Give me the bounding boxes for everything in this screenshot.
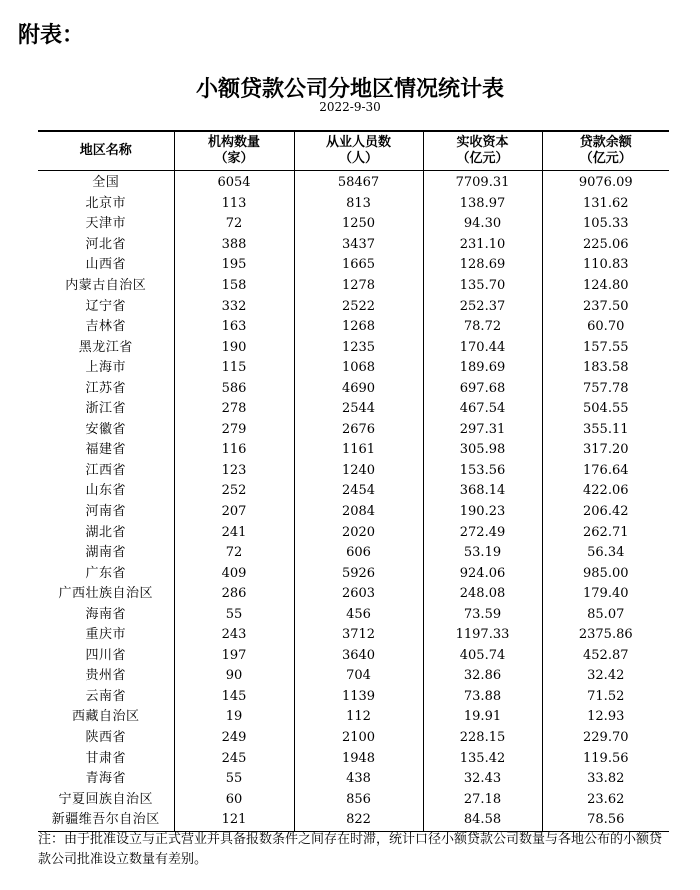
cell-employees: 2522 bbox=[294, 296, 423, 317]
report-date: 2022-9-30 bbox=[319, 100, 381, 114]
cell-paid-in-capital: 27.18 bbox=[423, 789, 542, 810]
cell-institutions: 241 bbox=[174, 522, 294, 543]
cell-region: 云南省 bbox=[85, 688, 126, 704]
table-header-row bbox=[38, 131, 669, 171]
cell-institutions: 121 bbox=[174, 810, 294, 831]
cell-loan-balance: 229.70 bbox=[542, 728, 669, 749]
table-row bbox=[38, 461, 669, 482]
cell-loan-balance: 9076.09 bbox=[542, 171, 669, 194]
cell-region: 广东省 bbox=[85, 565, 126, 581]
table-row bbox=[38, 337, 669, 358]
cell-region: 浙江省 bbox=[85, 401, 126, 417]
cell-employees: 3640 bbox=[294, 646, 423, 667]
cell-paid-in-capital: 84.58 bbox=[423, 810, 542, 831]
cell-region: 河北省 bbox=[85, 236, 126, 252]
cell-loan-balance: 23.62 bbox=[542, 789, 669, 810]
cell-institutions: 286 bbox=[174, 584, 294, 605]
cell-institutions: 60 bbox=[174, 789, 294, 810]
cell-employees: 2084 bbox=[294, 502, 423, 523]
cell-institutions: 243 bbox=[174, 625, 294, 646]
table-row bbox=[38, 687, 669, 708]
cell-loan-balance: 985.00 bbox=[542, 563, 669, 584]
table-row bbox=[38, 522, 669, 543]
cell-paid-in-capital: 135.42 bbox=[423, 748, 542, 769]
cell-loan-balance: 225.06 bbox=[542, 235, 669, 256]
cell-loan-balance: 317.20 bbox=[542, 440, 669, 461]
cell-institutions: 55 bbox=[174, 604, 294, 625]
cell-employees: 3712 bbox=[294, 625, 423, 646]
cell-employees: 456 bbox=[294, 604, 423, 625]
cell-employees: 1139 bbox=[294, 687, 423, 708]
cell-loan-balance: 237.50 bbox=[542, 296, 669, 317]
table-row bbox=[38, 194, 669, 215]
cell-paid-in-capital: 190.23 bbox=[423, 502, 542, 523]
cell-paid-in-capital: 32.43 bbox=[423, 769, 542, 790]
cell-paid-in-capital: 170.44 bbox=[423, 337, 542, 358]
table-row bbox=[38, 296, 669, 317]
cell-institutions: 197 bbox=[174, 646, 294, 667]
cell-paid-in-capital: 248.08 bbox=[423, 584, 542, 605]
cell-region: 天津市 bbox=[85, 216, 126, 232]
cell-paid-in-capital: 297.31 bbox=[423, 420, 542, 441]
cell-employees: 4690 bbox=[294, 378, 423, 399]
cell-paid-in-capital: 231.10 bbox=[423, 235, 542, 256]
cell-institutions: 252 bbox=[174, 481, 294, 502]
table-row bbox=[38, 502, 669, 523]
cell-loan-balance: 422.06 bbox=[542, 481, 669, 502]
cell-loan-balance: 183.58 bbox=[542, 358, 669, 379]
cell-region: 安徽省 bbox=[85, 421, 126, 437]
cell-employees: 438 bbox=[294, 769, 423, 790]
header-loan-balance: 贷款余额 （亿元） bbox=[542, 131, 669, 171]
cell-institutions: 113 bbox=[174, 194, 294, 215]
cell-region: 贵州省 bbox=[85, 668, 126, 684]
table-row bbox=[38, 255, 669, 276]
cell-employees: 1278 bbox=[294, 276, 423, 297]
cell-loan-balance: 262.71 bbox=[542, 522, 669, 543]
table-row bbox=[38, 420, 669, 441]
cell-employees: 2454 bbox=[294, 481, 423, 502]
cell-loan-balance: 504.55 bbox=[542, 399, 669, 420]
table-row bbox=[38, 728, 669, 749]
cell-paid-in-capital: 228.15 bbox=[423, 728, 542, 749]
cell-employees: 2544 bbox=[294, 399, 423, 420]
appendix-title: 附表： bbox=[18, 23, 85, 48]
cell-institutions: 245 bbox=[174, 748, 294, 769]
table-row bbox=[38, 481, 669, 502]
cell-region: 全国 bbox=[92, 175, 120, 191]
cell-loan-balance: 56.34 bbox=[542, 543, 669, 564]
cell-loan-balance: 179.40 bbox=[542, 584, 669, 605]
cell-paid-in-capital: 1197.33 bbox=[423, 625, 542, 646]
cell-region: 新疆维吾尔自治区 bbox=[38, 810, 174, 831]
cell-paid-in-capital: 189.69 bbox=[423, 358, 542, 379]
cell-region: 四川省 bbox=[85, 647, 126, 663]
cell-loan-balance: 32.42 bbox=[542, 666, 669, 687]
cell-institutions: 90 bbox=[174, 666, 294, 687]
cell-employees: 813 bbox=[294, 194, 423, 215]
cell-paid-in-capital: 368.14 bbox=[423, 481, 542, 502]
cell-region: 广西壮族自治区 bbox=[58, 586, 153, 602]
table-row bbox=[38, 810, 669, 831]
cell-region: 重庆市 bbox=[85, 627, 126, 643]
cell-paid-in-capital: 138.97 bbox=[423, 194, 542, 215]
cell-paid-in-capital: 32.86 bbox=[423, 666, 542, 687]
cell-institutions: 279 bbox=[174, 420, 294, 441]
cell-paid-in-capital: 924.06 bbox=[423, 563, 542, 584]
cell-region: 河南省 bbox=[85, 504, 126, 520]
cell-paid-in-capital: 272.49 bbox=[423, 522, 542, 543]
cell-paid-in-capital: 467.54 bbox=[423, 399, 542, 420]
cell-institutions: 72 bbox=[174, 214, 294, 235]
cell-loan-balance: 12.93 bbox=[542, 707, 669, 728]
header-region: 地区名称 bbox=[38, 131, 174, 171]
table-row bbox=[38, 646, 669, 667]
cell-loan-balance: 124.80 bbox=[542, 276, 669, 297]
cell-loan-balance: 78.56 bbox=[542, 810, 669, 831]
table-row bbox=[38, 171, 669, 194]
cell-institutions: 123 bbox=[174, 461, 294, 482]
cell-region: 辽宁省 bbox=[85, 298, 126, 314]
table-row bbox=[38, 584, 669, 605]
table-row bbox=[38, 399, 669, 420]
cell-employees: 822 bbox=[294, 810, 423, 831]
cell-institutions: 116 bbox=[174, 440, 294, 461]
cell-employees: 58467 bbox=[294, 171, 423, 194]
cell-institutions: 195 bbox=[174, 255, 294, 276]
cell-employees: 1068 bbox=[294, 358, 423, 379]
cell-employees: 3437 bbox=[294, 235, 423, 256]
cell-paid-in-capital: 73.88 bbox=[423, 687, 542, 708]
cell-region: 北京市 bbox=[85, 195, 126, 211]
cell-loan-balance: 85.07 bbox=[542, 604, 669, 625]
cell-loan-balance: 757.78 bbox=[542, 378, 669, 399]
cell-region: 湖南省 bbox=[85, 545, 126, 561]
cell-region: 内蒙古自治区 bbox=[65, 278, 147, 293]
cell-loan-balance: 60.70 bbox=[542, 317, 669, 338]
cell-loan-balance: 105.33 bbox=[542, 214, 669, 235]
cell-loan-balance: 176.64 bbox=[542, 461, 669, 482]
cell-loan-balance: 131.62 bbox=[542, 194, 669, 215]
cell-region: 山西省 bbox=[85, 257, 126, 273]
cell-region: 陕西省 bbox=[85, 730, 126, 746]
cell-region: 甘肃省 bbox=[85, 750, 126, 766]
cell-employees: 1250 bbox=[294, 214, 423, 235]
cell-region: 黑龙江省 bbox=[78, 339, 133, 355]
cell-paid-in-capital: 252.37 bbox=[423, 296, 542, 317]
cell-employees: 1268 bbox=[294, 317, 423, 338]
table-row bbox=[38, 358, 669, 379]
cell-paid-in-capital: 78.72 bbox=[423, 317, 542, 338]
cell-employees: 2603 bbox=[294, 584, 423, 605]
table-row bbox=[38, 748, 669, 769]
cell-employees: 2100 bbox=[294, 728, 423, 749]
cell-loan-balance: 119.56 bbox=[542, 748, 669, 769]
table-row bbox=[38, 666, 669, 687]
table-row bbox=[38, 625, 669, 646]
cell-paid-in-capital: 305.98 bbox=[423, 440, 542, 461]
cell-institutions: 115 bbox=[174, 358, 294, 379]
cell-loan-balance: 157.55 bbox=[542, 337, 669, 358]
cell-loan-balance: 206.42 bbox=[542, 502, 669, 523]
table-row bbox=[38, 235, 669, 256]
table-row bbox=[38, 707, 669, 728]
cell-institutions: 163 bbox=[174, 317, 294, 338]
table-row bbox=[38, 317, 669, 338]
cell-institutions: 409 bbox=[174, 563, 294, 584]
cell-paid-in-capital: 128.69 bbox=[423, 255, 542, 276]
cell-institutions: 278 bbox=[174, 399, 294, 420]
cell-employees: 2676 bbox=[294, 420, 423, 441]
cell-loan-balance: 71.52 bbox=[542, 687, 669, 708]
cell-employees: 606 bbox=[294, 543, 423, 564]
cell-institutions: 55 bbox=[174, 769, 294, 790]
cell-institutions: 190 bbox=[174, 337, 294, 358]
table-row bbox=[38, 440, 669, 461]
cell-region: 西藏自治区 bbox=[71, 709, 140, 725]
cell-institutions: 388 bbox=[174, 235, 294, 256]
table-body bbox=[38, 171, 669, 832]
table-row bbox=[38, 604, 669, 625]
cell-paid-in-capital: 7709.31 bbox=[423, 171, 542, 194]
cell-loan-balance: 355.11 bbox=[542, 420, 669, 441]
page-title: 小额贷款公司分地区情况统计表 bbox=[195, 77, 504, 102]
header-paid-in-capital: 实收资本 （亿元） bbox=[423, 131, 542, 171]
cell-institutions: 158 bbox=[174, 276, 294, 297]
cell-paid-in-capital: 697.68 bbox=[423, 378, 542, 399]
header-employees: 从业人员数 （人） bbox=[294, 131, 423, 171]
cell-employees: 704 bbox=[294, 666, 423, 687]
cell-region: 江西省 bbox=[85, 462, 126, 478]
cell-institutions: 19 bbox=[174, 707, 294, 728]
cell-region: 宁夏回族自治区 bbox=[58, 791, 153, 807]
cell-employees: 2020 bbox=[294, 522, 423, 543]
table-row bbox=[38, 789, 669, 810]
cell-paid-in-capital: 19.91 bbox=[423, 707, 542, 728]
cell-institutions: 332 bbox=[174, 296, 294, 317]
cell-employees: 1948 bbox=[294, 748, 423, 769]
cell-paid-in-capital: 153.56 bbox=[423, 461, 542, 482]
loan-company-stats-table bbox=[38, 130, 669, 832]
cell-paid-in-capital: 53.19 bbox=[423, 543, 542, 564]
cell-employees: 1665 bbox=[294, 255, 423, 276]
cell-employees: 112 bbox=[294, 707, 423, 728]
cell-loan-balance: 452.87 bbox=[542, 646, 669, 667]
table-row bbox=[38, 378, 669, 399]
table-row bbox=[38, 543, 669, 564]
cell-region: 江苏省 bbox=[85, 380, 126, 396]
cell-region: 上海市 bbox=[85, 360, 126, 376]
cell-loan-balance: 33.82 bbox=[542, 769, 669, 790]
cell-paid-in-capital: 405.74 bbox=[423, 646, 542, 667]
cell-region: 吉林省 bbox=[85, 319, 126, 335]
cell-institutions: 586 bbox=[174, 378, 294, 399]
cell-institutions: 249 bbox=[174, 728, 294, 749]
cell-loan-balance: 2375.86 bbox=[542, 625, 669, 646]
cell-institutions: 72 bbox=[174, 543, 294, 564]
table-row bbox=[38, 276, 669, 297]
cell-region: 山东省 bbox=[85, 483, 126, 499]
cell-paid-in-capital: 73.59 bbox=[423, 604, 542, 625]
cell-paid-in-capital: 94.30 bbox=[423, 214, 542, 235]
header-institutions: 机构数量 （家） bbox=[174, 131, 294, 171]
cell-employees: 1161 bbox=[294, 440, 423, 461]
cell-employees: 1240 bbox=[294, 461, 423, 482]
footnote: 注：由于批准设立与正式营业并具备报数条件之间存在时滞，统计口径小额贷款公司数量与各地公布的小额贷款公司批准设立数量有差别。 bbox=[38, 832, 663, 867]
table-row bbox=[38, 563, 669, 584]
cell-employees: 1235 bbox=[294, 337, 423, 358]
cell-institutions: 207 bbox=[174, 502, 294, 523]
cell-region: 海南省 bbox=[85, 606, 126, 622]
table-row bbox=[38, 769, 669, 790]
cell-region: 湖北省 bbox=[85, 524, 126, 540]
cell-loan-balance: 110.83 bbox=[542, 255, 669, 276]
cell-employees: 856 bbox=[294, 789, 423, 810]
cell-institutions: 6054 bbox=[174, 171, 294, 194]
cell-employees: 5926 bbox=[294, 563, 423, 584]
cell-region: 福建省 bbox=[85, 442, 126, 458]
cell-paid-in-capital: 135.70 bbox=[423, 276, 542, 297]
cell-region: 青海省 bbox=[85, 771, 126, 787]
table-row bbox=[38, 214, 669, 235]
cell-institutions: 145 bbox=[174, 687, 294, 708]
